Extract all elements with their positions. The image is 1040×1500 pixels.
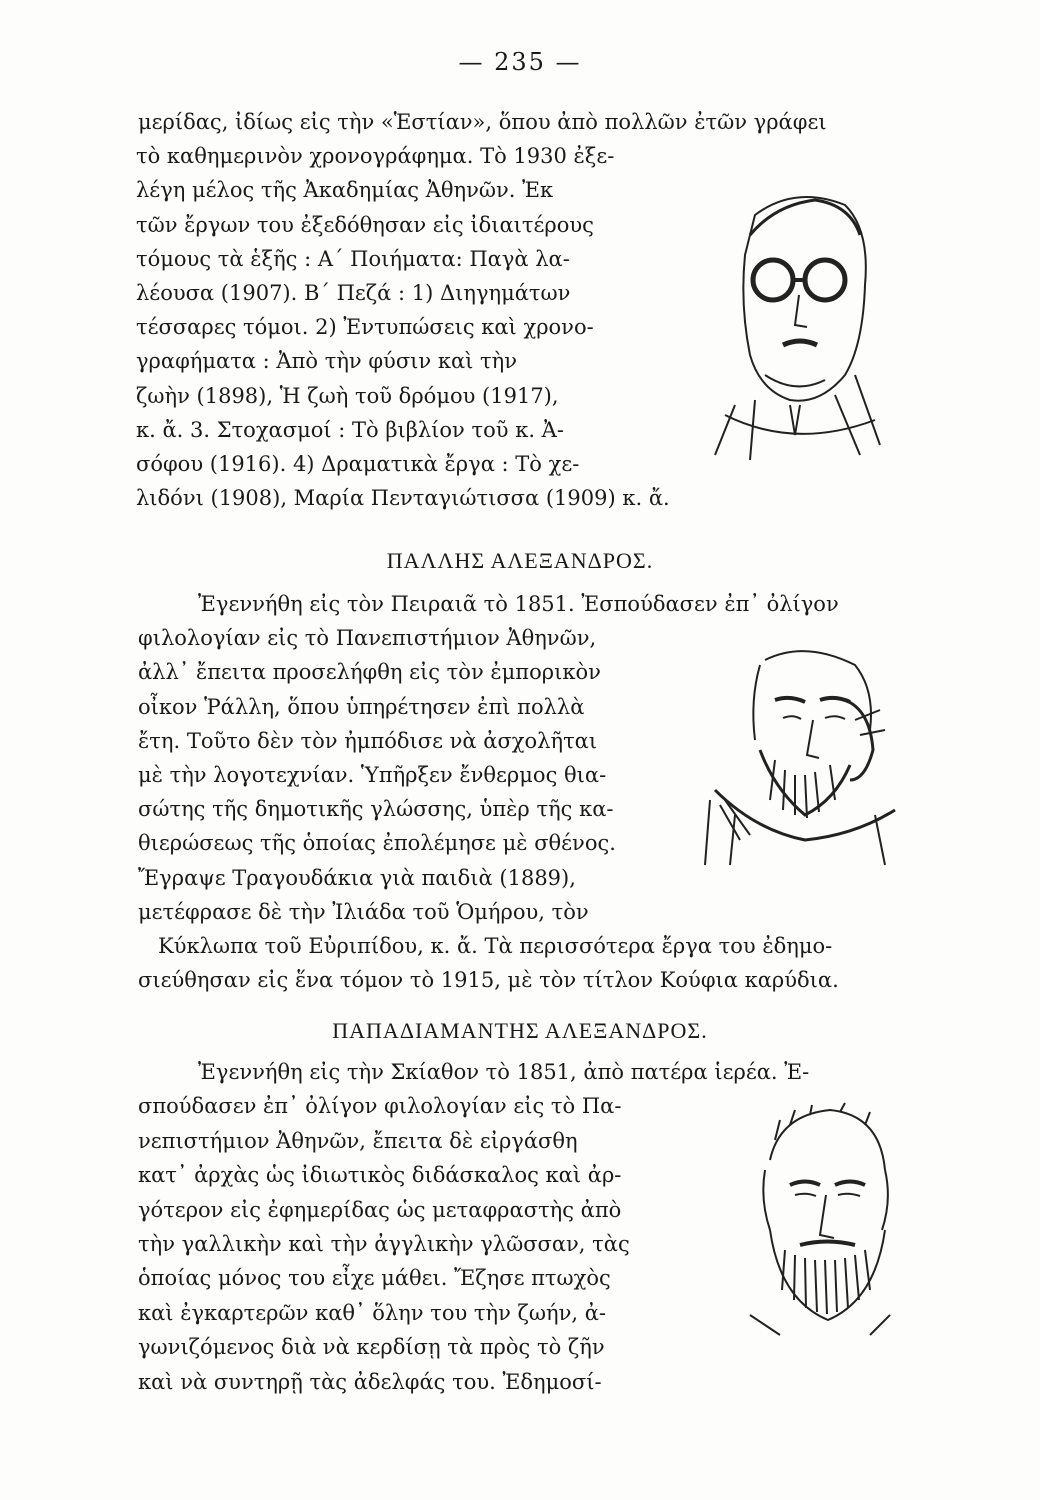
section-heading-papadiamantis: ΠΑΠΑΔΙΑΜΑΝΤΗΣ ΑΛΕΞΑΝΔΡΟΣ. — [332, 1018, 708, 1043]
page-number: — 235 — — [458, 48, 582, 76]
text-line: νεπιστήμιον Ἀθηνῶν, ἔπειτα δὲ εἰργάσθη — [138, 1128, 578, 1153]
text-line: γότερον εἰς ἐφημερίδας ὡς μεταφραστὴς ἀπὸ — [138, 1197, 622, 1222]
text-line: ὁποίας μόνος του εἶχε μάθει. Ἔζησε πτωχὸς — [138, 1266, 611, 1291]
text-line: Ἐγεννήθη εἰς τὸν Πειραιᾶ τὸ 1851. Ἐσπούδασεν ἐπ᾽ ὀλίγον — [198, 592, 839, 616]
text-line: ζωὴν (1898), Ἡ ζωὴ τοῦ δρόμου (1917), — [136, 383, 559, 408]
text-line: φιλολογίαν εἰς τὸ Πανεπιστήμιον Ἀθηνῶν, — [138, 626, 597, 651]
text-line: θιερώσεως τῆς ὁποίας ἐπολέμησε μὲ σθένος. — [138, 831, 616, 856]
text-line: ἀλλ᾽ ἔπειτα προσελήφθη εἰς τὸν ἐμπορικὸν — [138, 660, 601, 685]
portrait-papadiamantis — [720, 1100, 920, 1340]
text-line: κατ᾽ ἀρχὰς ὡς ἰδιωτικὸς διδάσκαλος καὶ ἀρ- — [138, 1163, 622, 1188]
text-line: λέγη μέλος τῆς Ἀκαδημίας Ἀθηνῶν. Ἐκ — [136, 178, 554, 203]
text-line: καὶ νὰ συντηρῇ τὰς ἀδελφάς του. Ἐδημοσί- — [138, 1369, 602, 1394]
text-line: μερίδας, ἰδίως εἰς τὴν «Ἑστίαν», ὅπου ἀπὸ πολλῶν ἐτῶν γράφει — [138, 110, 827, 134]
text-line: Κύκλωπα τοῦ Εὐριπίδου, κ. ἄ. Τὰ περισσότερα ἔργα του ἐδημο- — [158, 934, 833, 958]
text-line: οἶκον Ῥάλλη, ὅπου ὑπηρέτησεν ἐπὶ πολλὰ — [138, 694, 585, 719]
text-line: τόμους τὰ ἑξῆς : Α΄ Ποιήματα: Παγὰ λα- — [136, 246, 570, 271]
text-line: μετέφρασε δὲ τὴν Ἰλιάδα τοῦ Ὁμήρου, τὸν — [138, 899, 589, 924]
text-line: λιδόνι (1908), Μαρία Πενταγιώτισσα (1909) κ. ἄ. — [136, 486, 670, 511]
text-line: κ. ἄ. 3. Στοχασμοί : Τὸ βιβλίον τοῦ κ. Ἀ- — [136, 417, 564, 442]
text-line: ἔτη. Τοῦτο δὲν τὸν ἠμπόδισε νὰ ἀσχολῆται — [138, 728, 598, 753]
text-line: τέσσαρες τόμοι. 2) Ἐντυπώσεις καὶ χρονο- — [136, 315, 594, 340]
text-line: λέουσα (1907). Β΄ Πεζά : 1) Διηγημάτων — [136, 281, 571, 305]
text-line: τῶν ἔργων του ἐξεδόθησαν εἰς ἰδιαιτέρους — [136, 212, 594, 237]
text-line: σόφου (1916). 4) Δραματικὰ ἔργα : Τὸ χε- — [136, 452, 580, 476]
text-line: καὶ ἐγκαρτερῶν καθ᾽ ὅλην του τὴν ζωήν, ἀ- — [138, 1300, 607, 1325]
text-line: τὸ καθημερινὸν χρονογράφημα. Τὸ 1930 ἐξε- — [136, 144, 615, 169]
text-line: Ἐγεννήθη εἰς τὴν Σκίαθον τὸ 1851, ἀπὸ πατέρα ἱερέα. Ἐ- — [198, 1060, 810, 1084]
portrait-glasses-man — [695, 175, 895, 465]
text-line: σώτης τῆς δημοτικῆς γλώσσης, ὑπὲρ τῆς κα- — [138, 797, 614, 822]
text-line: σπούδασεν ἐπ᾽ ὀλίγον φιλολογίαν εἰς τὸ Πα- — [138, 1094, 622, 1119]
text-line: γραφήματα : Ἀπὸ τὴν φύσιν καὶ τὴν — [136, 349, 518, 374]
text-line: Ἔγραψε Τραγουδάκια γιὰ παιδιὰ (1889), — [138, 865, 576, 890]
text-line: γωνιζόμενος διὰ νὰ κερδίσῃ τὰ πρὸς τὸ ζῆν — [138, 1335, 605, 1360]
text-line: σιεύθησαν εἰς ἕνα τόμον τὸ 1915, μὲ τὸν τίτλον Κούφια καρύδια. — [138, 968, 839, 993]
portrait-pallis — [695, 640, 905, 870]
section-heading-pallis: ΠΑΛΛΗΣ ΑΛΕΞΑΝΔΡΟΣ. — [386, 548, 654, 573]
text-line: τὴν γαλλικὴν καὶ τὴν ἀγγλικὴν γλῶσσαν, τὰς — [138, 1232, 630, 1256]
text-line: μὲ τὴν λογοτεχνίαν. Ὑπῆρξεν ἔνθερμος θια- — [138, 763, 607, 787]
